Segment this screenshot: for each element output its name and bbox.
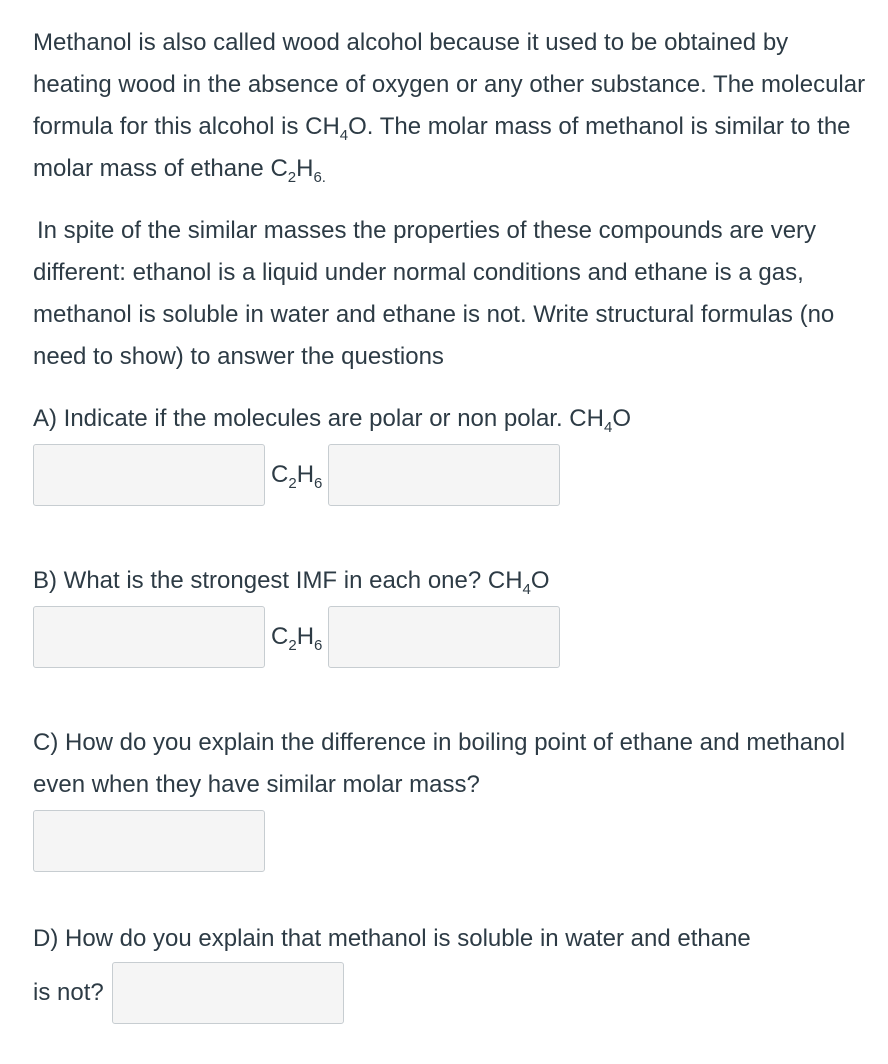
question-d-prompt-end: is not?	[33, 979, 104, 1006]
intro-text-3: H	[296, 155, 314, 182]
question-d-prompt: D) How do you explain that methanol is soluble in water and ethane	[33, 925, 751, 952]
question-content	[33, 22, 873, 1026]
subscript: 2	[287, 169, 297, 186]
subscript: 6.	[313, 169, 326, 186]
answer-a-c2h6-input[interactable]	[328, 444, 560, 506]
answer-d-input[interactable]	[112, 962, 344, 1024]
question-b-answer-row	[33, 604, 873, 670]
answer-b-c2h6-input[interactable]	[328, 606, 560, 668]
answer-a-ch4o-input[interactable]	[33, 444, 265, 506]
question-a-prompt: A) Indicate if the molecules are polar or non polar. $CH_4O$	[33, 405, 631, 436]
intro-text-2: O. The molar mass of methanol is similar to the molar mass of ethane C	[33, 113, 851, 182]
subscript: 4	[522, 581, 531, 598]
question-c-prompt: C) How do you explain the difference in boiling point of ethane and methanol even when they have similar molar mass?	[33, 729, 846, 798]
subscript: 4	[339, 127, 349, 144]
intro-paragraph-2: In spite of the similar masses the properties of these compounds are very different: ethanol is a liquid under normal conditions and ethane is a gas, methanol is soluble in water and ethane is not. Write structural formulas (no need to show) to answer the questions	[33, 217, 835, 370]
subscript: 4	[603, 419, 613, 436]
intro-text-1: Methanol is also called wood alcohol because it used to be obtained by heating wood in the absence of oxygen or any other substance. The molecular formula for this alcohol is CH	[33, 29, 866, 140]
question-b-prompt: B) What is the strongest IMF in each one? $CH_4O$	[33, 567, 550, 598]
c2h6-label: $C_2H_6$	[271, 623, 323, 654]
question-a-answer-row	[33, 442, 873, 508]
answer-b-ch4o-input[interactable]	[33, 606, 265, 668]
intro-paragraph-1	[33, 22, 873, 190]
answer-c-input[interactable]	[33, 810, 265, 872]
c2h6-label: $C_2H_6$	[271, 461, 323, 492]
question-c-answer-row	[33, 808, 873, 874]
question-d-line2	[33, 960, 873, 1026]
